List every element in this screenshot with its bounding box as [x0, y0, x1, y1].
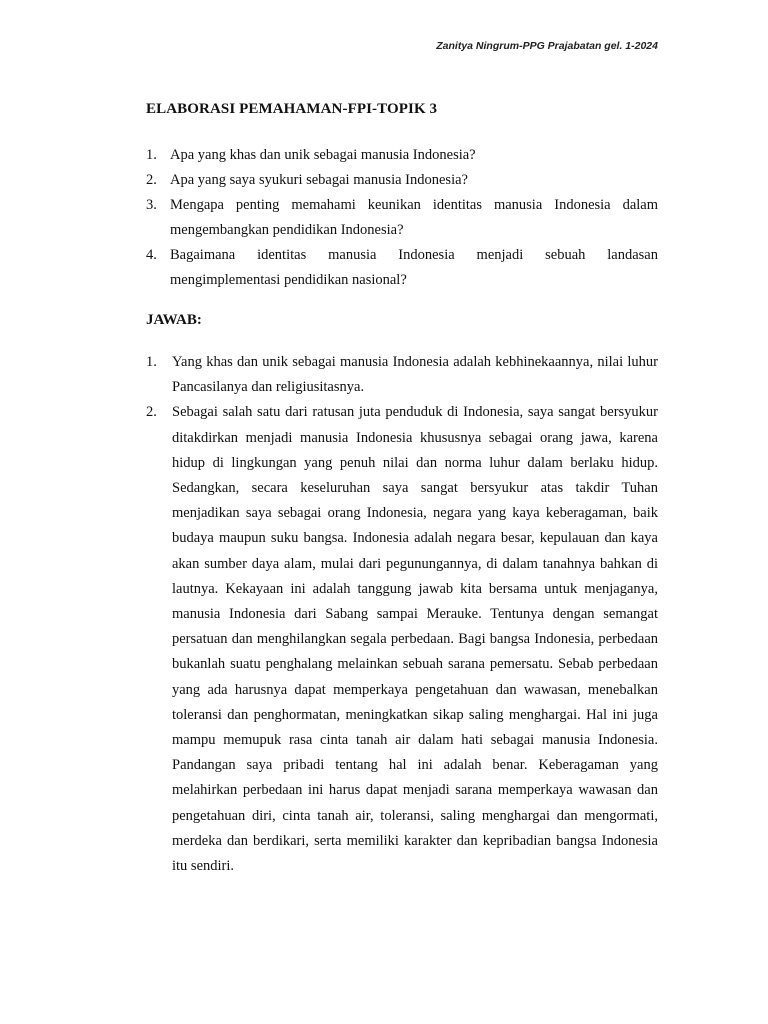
answer-item: [146, 400, 658, 879]
question-number: 3.: [146, 197, 157, 213]
question-item: [146, 168, 658, 193]
question-text: Apa yang saya syukuri sebagai manusia Indonesia?: [170, 172, 468, 188]
answer-number: 2.: [146, 404, 157, 421]
question-text: Mengapa penting memahami keunikan identitas manusia Indonesia dalam mengembangkan pendidikan Indonesia?: [170, 197, 658, 238]
answer-heading: JAWAB:: [146, 312, 202, 328]
answer-text: Yang khas dan unik sebagai manusia Indonesia adalah kebhinekaannya, nilai luhur Pancasilanya dan religiusitasnya.: [172, 354, 658, 396]
question-text: Bagaimana identitas manusia Indonesia menjadi sebuah landasan mengimplementasi pendidikan nasional?: [170, 247, 658, 288]
question-item: [146, 143, 658, 168]
question-item: [146, 243, 658, 293]
question-number: 2.: [146, 172, 157, 188]
question-item: [146, 193, 658, 243]
answer-number: 1.: [146, 354, 157, 370]
question-list: [146, 143, 658, 293]
answer-list: [146, 350, 658, 879]
answer-item: [146, 350, 658, 400]
page-header-author: Zanitya Ningrum-PPG Prajabatan gel. 1-2024: [436, 40, 658, 52]
question-number: 1.: [146, 147, 157, 163]
document-title: ELABORASI PEMAHAMAN-FPI-TOPIK 3: [146, 101, 438, 117]
question-number: 4.: [146, 247, 157, 263]
question-text: Apa yang khas dan unik sebagai manusia Indonesia?: [170, 147, 476, 163]
answer-text: Sebagai salah satu dari ratusan juta penduduk di Indonesia, saya sangat bersyukur ditakdirkan menjadi manusia Indonesia khususnya sebagai orang jawa, karena hidup di lingkungan yang penuh nilai dan norma luhur dalam berlaku hidup. Sedangkan, secara keseluruhan saya sangat bersyukur atas takdir Tuhan menjadikan saya sebagai orang Indonesia, negara yang kaya keberagaman, baik budaya maupun suku bangsa. Indonesia adalah negara besar, kepulauan dan kaya akan sumber daya alam, mulai dari pegunungannya, di dalam tanahnya bahkan di lautnya. Kekayaan ini adalah tanggung jawab kita bersama untuk menjaganya, manusia Indonesia dari Sabang sampai Merauke. Tentunya dengan semangat persatuan dan menghilangkan segala perbedaan. Bagi bangsa Indonesia, perbedaan bukanlah suatu penghalang melainkan sebuah sarana pemersatu. Sebab perbedaan yang ada harusnya dapat memperkaya pengetahuan dan wawasan, menebalkan toleransi dan penghormatan, meningkatkan sikap saling menghargai. Hal ini juga mampu memupuk rasa cinta tanah air dalam hati sebagai manusia Indonesia. Pandangan saya pribadi tentang hal ini adalah benar. Keberagaman yang melahirkan perbedaan ini harus dapat menjadi sarana memperkaya wawasan dan pengetahuan diri, cinta tanah air, toleransi, saling menghargai dan mengormati, merdeka dan berdikari, serta memiliki karakter dan kepribadian bangsa Indonesia itu sendiri.: [172, 404, 658, 875]
